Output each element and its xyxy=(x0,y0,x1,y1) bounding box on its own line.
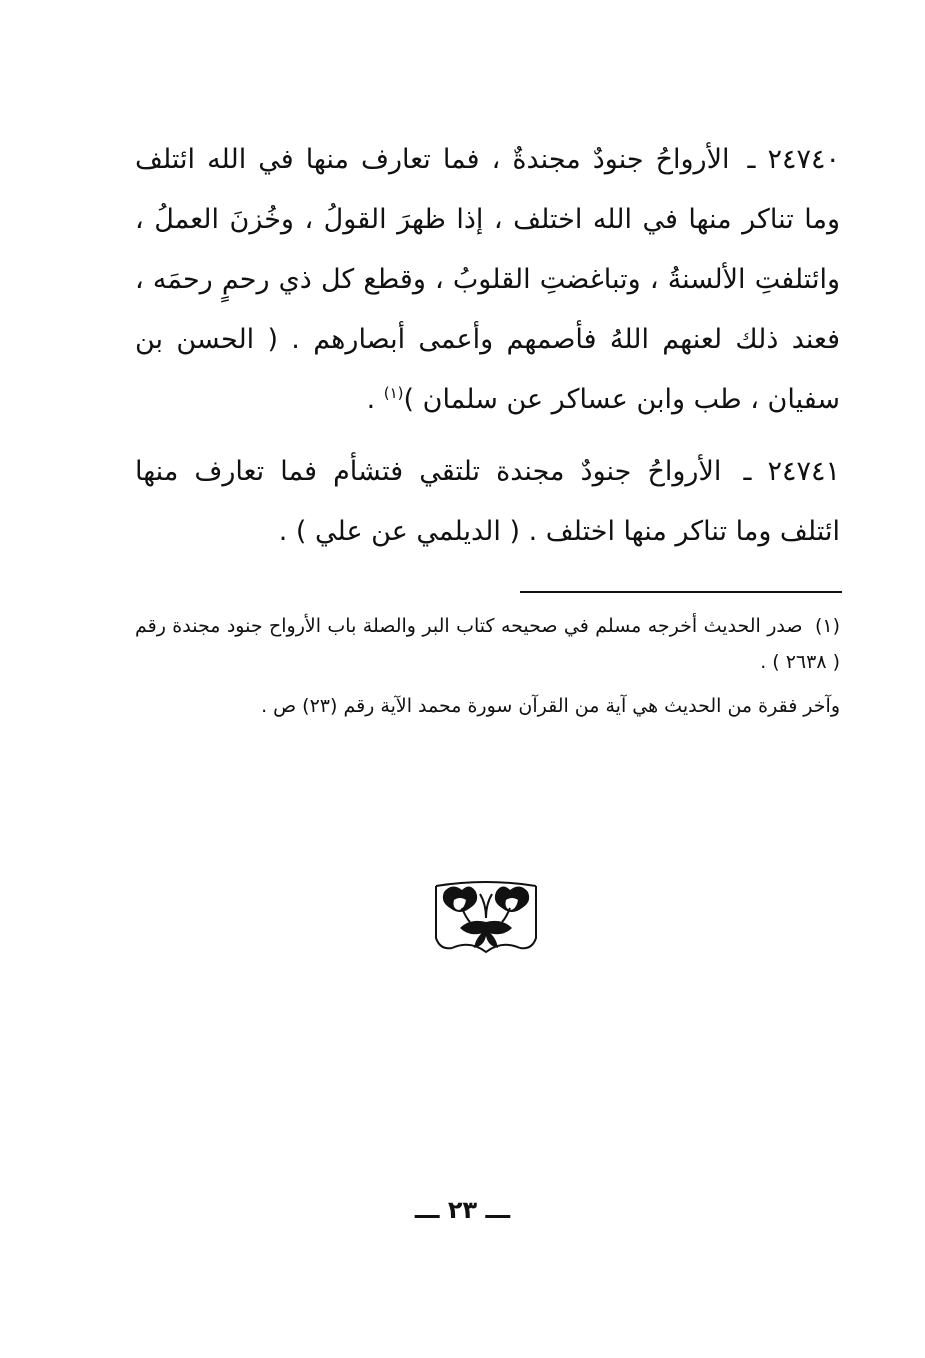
hadith-text: الأرواحُ جنودٌ مجندة تلتقي فتشأم فما تعارف منها ائتلف وما تناكر منها اختلف . ( الديلمي عن علي ) . xyxy=(135,456,840,547)
footnote-text: وآخر فقرة من الحديث هي آية من القرآن سورة محمد الآية رقم (٢٣) ص . xyxy=(261,695,840,717)
hadith-24740 xyxy=(135,130,840,430)
footnote-separator xyxy=(520,591,842,593)
footnote-reference: (١) xyxy=(383,384,404,402)
main-text xyxy=(135,130,840,574)
page-number: ـــ ٢٣ ـــ xyxy=(414,1196,511,1224)
footnote-marker: (١) xyxy=(814,615,841,637)
footnote xyxy=(135,688,840,724)
hadith-number: ٢٤٧٤١ ـ xyxy=(743,456,840,487)
footnote xyxy=(135,608,840,680)
hadith-end: . xyxy=(366,384,384,415)
footnotes xyxy=(135,608,840,732)
footnote-text: صدر الحديث أخرجه مسلم في صحيحه كتاب البر والصلة باب الأرواح جنود مجندة رقم ( ٢٦٣٨ ) . xyxy=(135,615,840,673)
hadith-number: ٢٤٧٤٠ ـ xyxy=(747,144,840,175)
floral-ornament-icon xyxy=(430,878,542,958)
hadith-text: الأرواحُ جنودٌ مجندةٌ ، فما تعارف منها في الله ائتلف وما تناكر منها في الله اختلف ، إذا ظهرَ القولُ ، وخُزنَ العملُ ، وائتلفتِ الألسنةُ ، وتباغضتِ القلوبُ ، وقطع كل ذي رحمٍ رحمَه ، فعند ذلك لعنهم اللهُ فأصمهم وأعمى أبصارهم . ( الحسن بن سفيان ، طب وابن عساكر عن سلمان ) xyxy=(135,144,840,415)
hadith-24741 xyxy=(135,442,840,562)
